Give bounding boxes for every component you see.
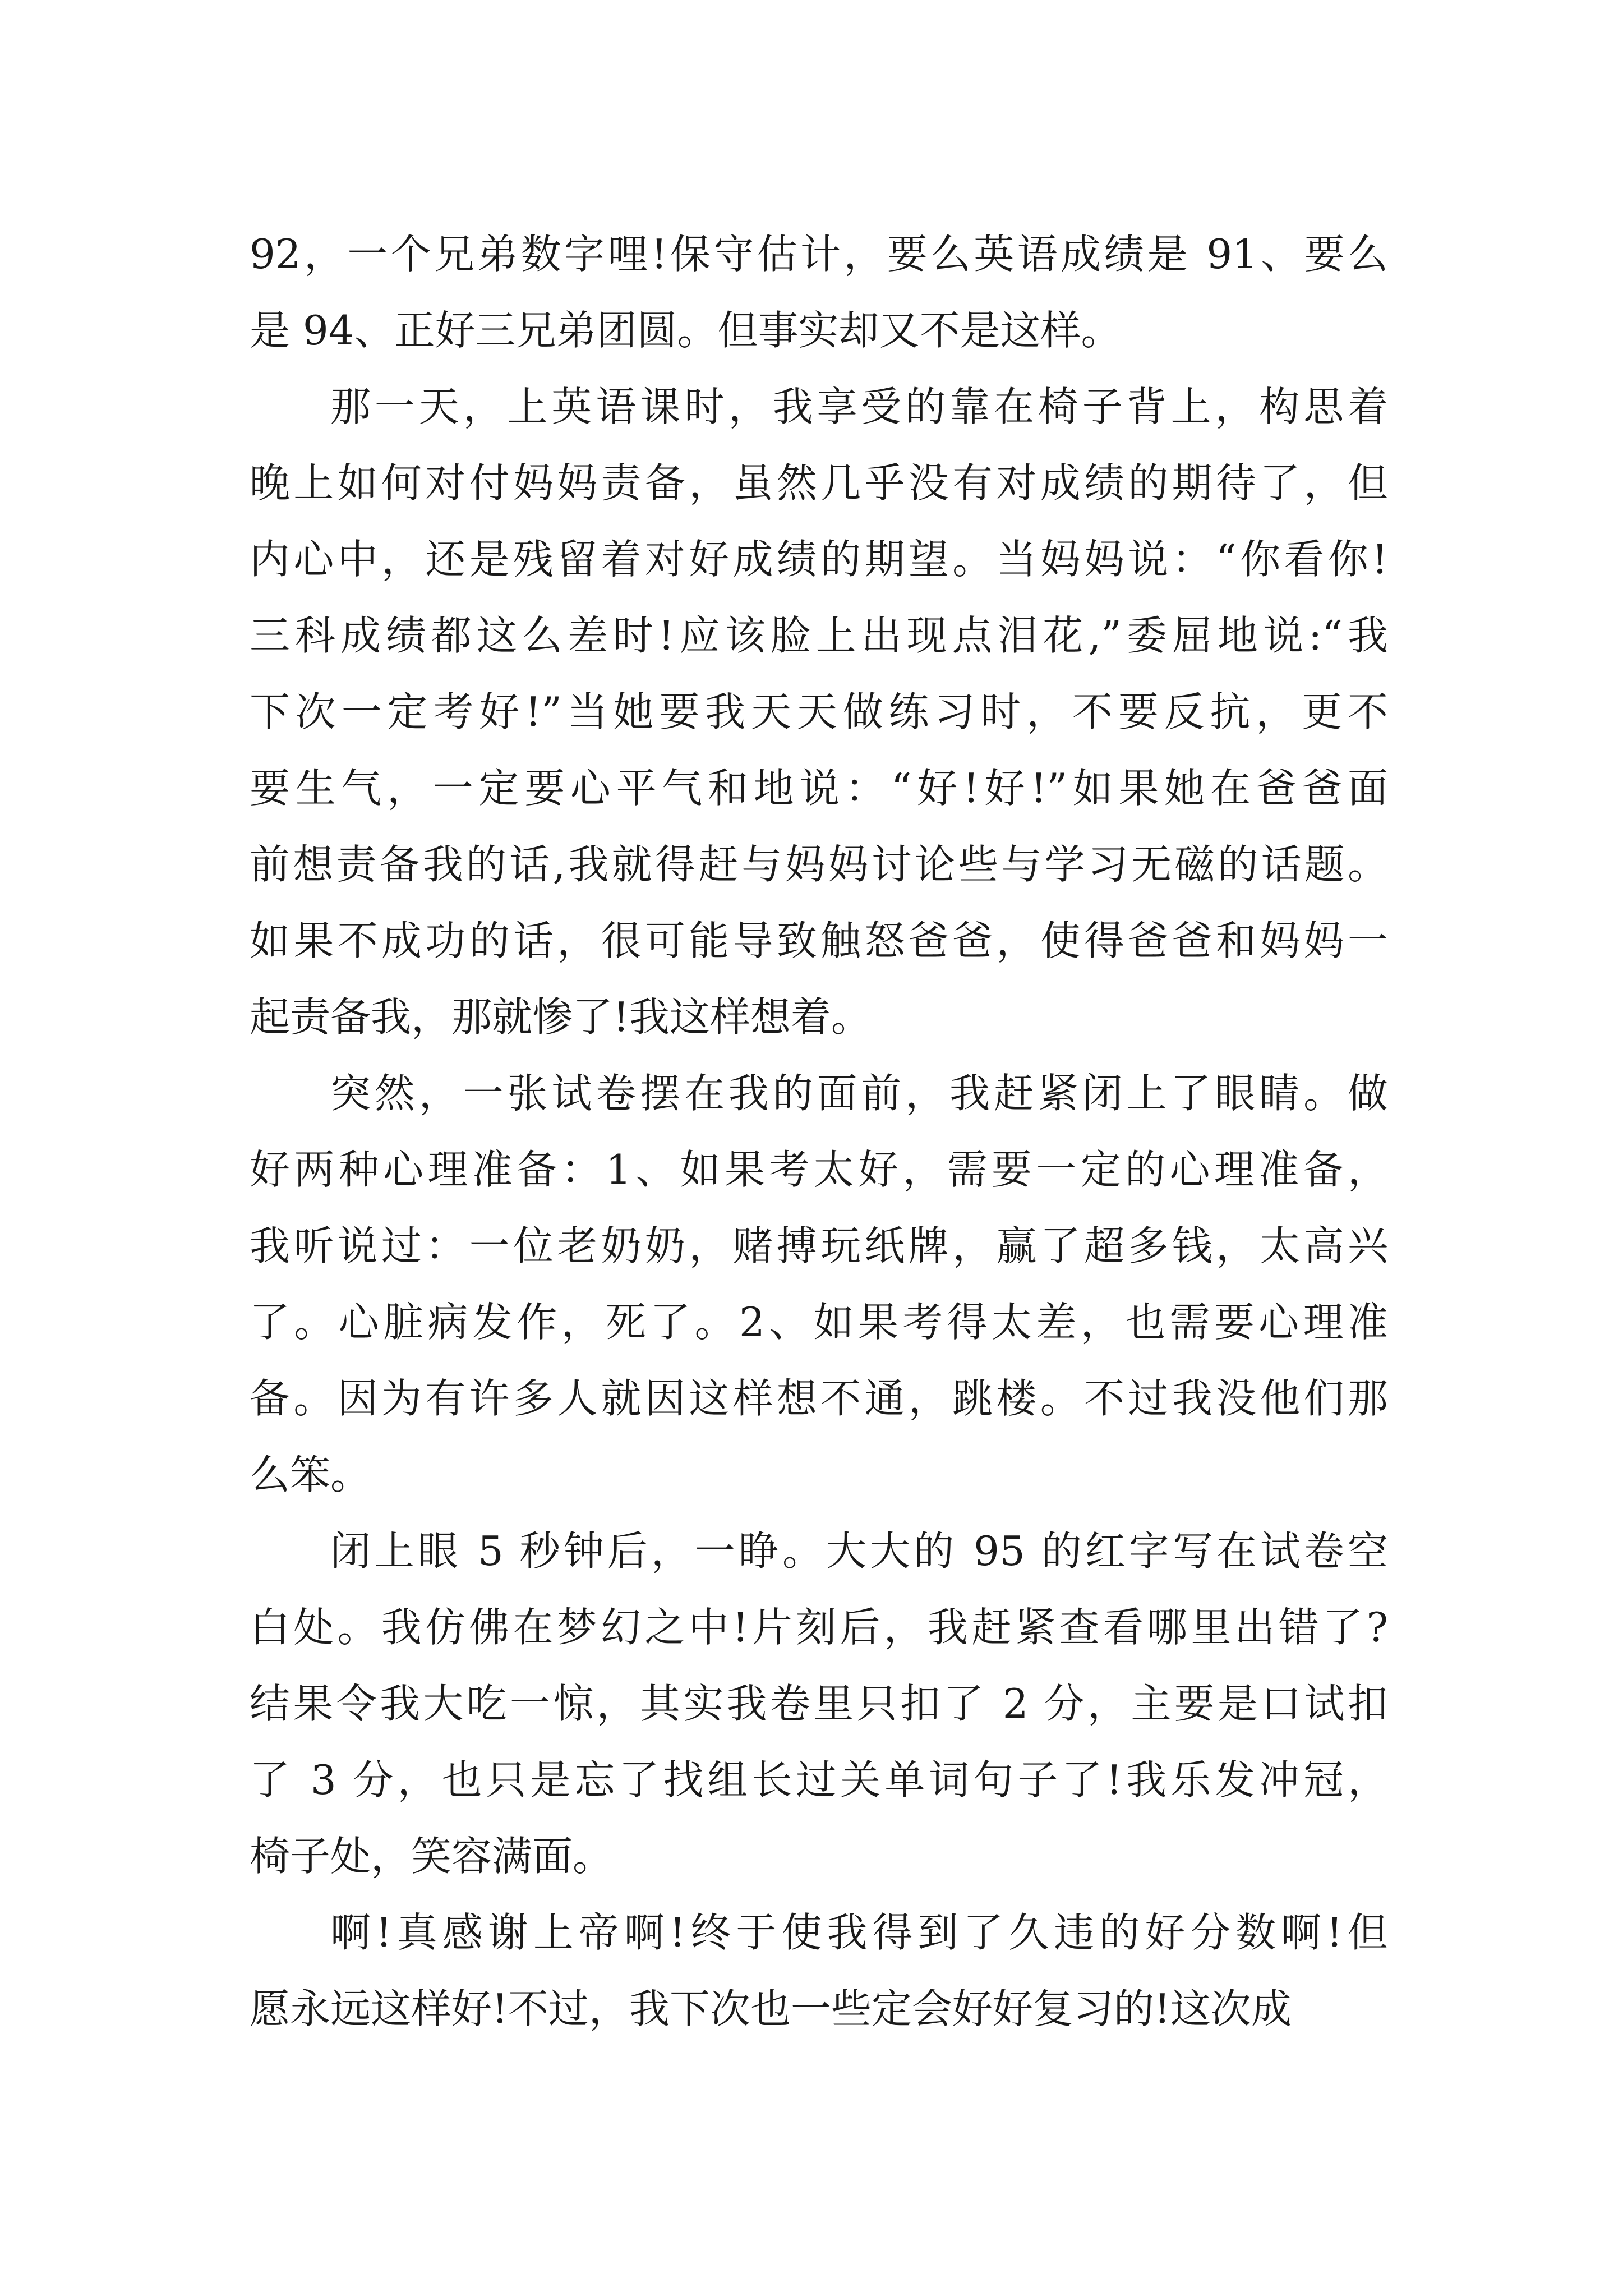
text-line: 要生气，一定要心平气和地说：“好!好!”如果她在爸爸面 [250, 765, 1388, 812]
text-line: 三科成绩都这么差时!应该脸上出现点泪花,”委屈地说:“我 [250, 612, 1388, 659]
text-line: 是 94、正好三兄弟团圆。但事实却又不是这样。 [250, 307, 1122, 354]
text-line: 愿永远这样好!不过，我下次也一些定会好好复习的!这次成 [250, 1985, 1292, 2032]
text-line: 前想责备我的话,我就得赶与妈妈讨论些与学习无磁的话题。 [250, 841, 1388, 888]
text-line: 92，一个兄弟数字哩!保守估计，要么英语成绩是 91、要么 [250, 231, 1388, 278]
text-line: 那一天，上英语课时，我享受的靠在椅子背上，构思着 [330, 383, 1388, 430]
text-line: 闭上眼 5 秒钟后，一睁。大大的 95 的红字写在试卷空 [330, 1527, 1388, 1575]
text-line: 内心中，还是残留着对好成绩的期望。当妈妈说：“你看你! [250, 536, 1388, 583]
text-line: 好两种心理准备：1、如果考太好，需要一定的心理准备， [250, 1146, 1388, 1193]
paragraph [250, 1513, 1388, 1894]
text-line: 啊!真感谢上帝啊!终于使我得到了久违的好分数啊!但 [330, 1909, 1388, 1956]
text-line: 起责备我，那就惨了!我这样想着。 [250, 993, 872, 1041]
text-line: 白处。我仿佛在梦幻之中!片刻后，我赶紧查看哪里出错了? [250, 1604, 1388, 1651]
text-line: 了 3 分，也只是忘了找组长过关单词句子了!我乐发冲冠， [250, 1756, 1388, 1803]
text-line: 了。心脏病发作，死了。2、如果考得太差，也需要心理准 [250, 1299, 1388, 1346]
text-line: 我听说过：一位老奶奶，赌搏玩纸牌，赢了超多钱，太高兴 [250, 1222, 1388, 1269]
paragraph [250, 1894, 1388, 2047]
text-line: 椅子处，笑容满面。 [250, 1833, 614, 1880]
text-line: 结果令我大吃一惊，其实我卷里只扣了 2 分，主要是口试扣 [250, 1680, 1388, 1727]
paragraph [250, 1055, 1388, 1513]
document-body [250, 216, 1388, 2047]
text-line: 下次一定考好!”当她要我天天做练习时，不要反抗，更不 [250, 688, 1388, 735]
text-line: 么笨。 [250, 1451, 371, 1498]
text-line: 突然，一张试卷摆在我的面前，我赶紧闭上了眼睛。做 [330, 1070, 1388, 1117]
text-line: 晚上如何对付妈妈责备，虽然几乎没有对成绩的期待了，但 [250, 459, 1388, 507]
paragraph [250, 369, 1388, 1055]
text-line: 备。因为有许多人就因这样想不通，跳楼。不过我没他们那 [250, 1375, 1388, 1422]
text-line: 如果不成功的话，很可能导致触怒爸爸，使得爸爸和妈妈一 [250, 917, 1388, 964]
paragraph [250, 216, 1388, 369]
